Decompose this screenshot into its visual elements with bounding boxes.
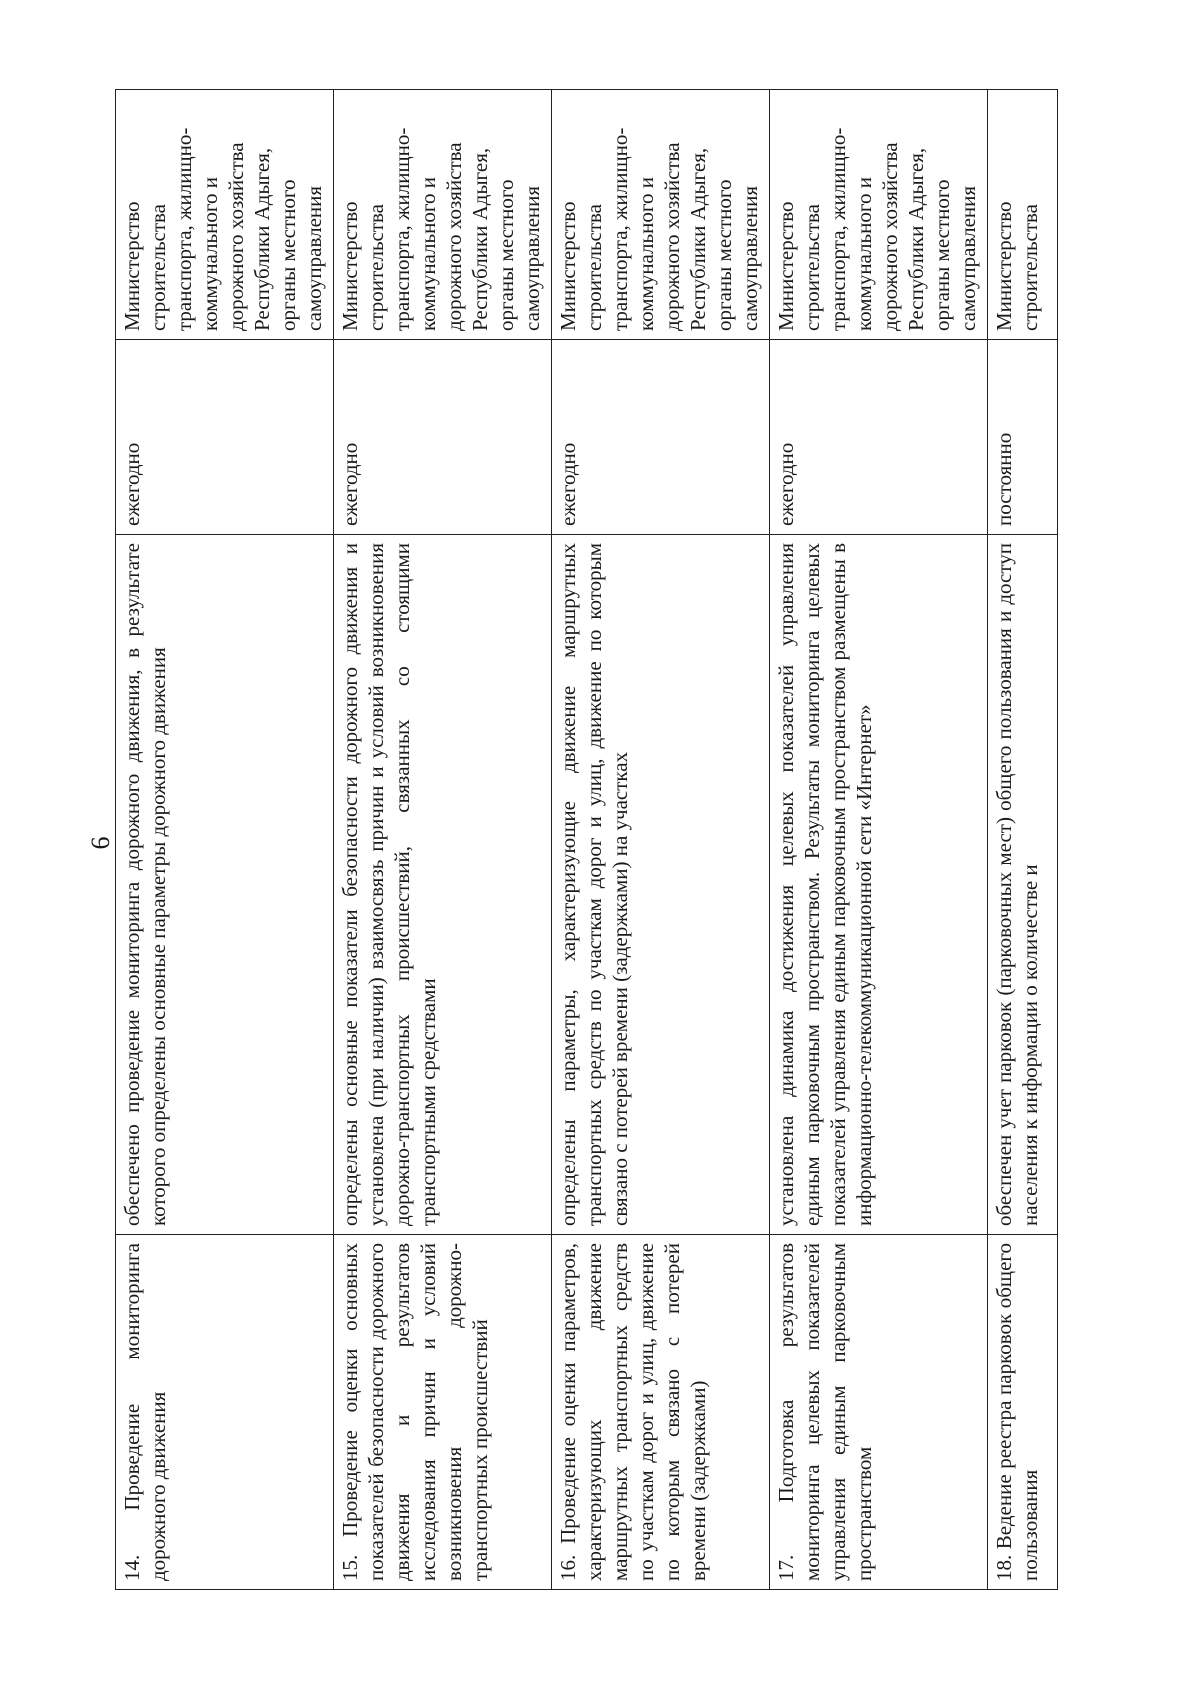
result-cell: определены параметры, характеризующие движение маршрутных транспортных средств по участкам дорог и улиц, движение по которым связано с потерей времени (задержками) на участках: [552, 535, 770, 1235]
event-cell: 14. Проведение мониторинга дорожного движения: [116, 1235, 334, 1590]
responsible-cell: Министерство строительства транспорта, жилищно-коммунального и дорожного хозяйства Республики Адыгея, органы местного самоуправления: [552, 90, 770, 340]
event-cell: 18. Ведение реестра парковок общего пользования: [988, 1235, 1058, 1590]
result-cell: определены основные показатели безопасности дорожного движения и установлена (при наличии) взаимосвязь причин и условий возникновения дорожно-транспортных происшествий, связанных со стоящими транспортными средствами: [334, 535, 552, 1235]
result-cell: обеспечен учет парковок (парковочных мест) общего пользования и доступ населения к информации о количестве и: [988, 535, 1058, 1235]
responsible-cell: Министерство строительства: [988, 90, 1058, 340]
period-cell: ежегодно: [552, 340, 770, 535]
responsible-cell: Министерство строительства транспорта, жилищно-коммунального и дорожного хозяйства Республики Адыгея, органы местного самоуправления: [116, 90, 334, 340]
table-row: [552, 90, 770, 1590]
responsible-cell: Министерство строительства транспорта, жилищно-коммунального и дорожного хозяйства Республики Адыгея, органы местного самоуправления: [334, 90, 552, 340]
result-cell: обеспечено проведение мониторинга дорожного движения, в результате которого определены основные параметры дорожного движения: [116, 535, 334, 1235]
measures-table: [115, 89, 1058, 1590]
result-cell: установлена динамика достижения целевых показателей управления единым парковочным пространством. Результаты мониторинга целевых показателей управления единым парковочным пространством размещены в информационно-телекоммуникационной сети «Интернет»: [770, 535, 988, 1235]
rotated-sheet: [115, 90, 1045, 1590]
event-cell: 15. Проведение оценки основных показателей безопасности дорожного движения и результатов исследования причин и условий возникновения дорожно-транспортных происшествий: [334, 1235, 552, 1590]
period-cell: постоянно: [988, 340, 1058, 535]
period-cell: ежегодно: [334, 340, 552, 535]
event-cell: 17. Подготовка результатов мониторинга целевых показателей управления единым парковочным пространством: [770, 1235, 988, 1590]
period-cell: ежегодно: [116, 340, 334, 535]
page-number: 6: [86, 836, 115, 850]
period-cell: ежегодно: [770, 340, 988, 535]
table-row: [116, 90, 334, 1590]
event-cell: 16. Проведение оценки параметров, характеризующих движение маршрутных транспортных средств по участкам дорог и улиц, движение по которым связано с потерей времени (задержками): [552, 1235, 770, 1590]
table-row: [988, 90, 1058, 1590]
table-row: [334, 90, 552, 1590]
responsible-cell: Министерство строительства транспорта, жилищно-коммунального и дорожного хозяйства Республики Адыгея, органы местного самоуправления: [770, 90, 988, 340]
table-row: [770, 90, 988, 1590]
